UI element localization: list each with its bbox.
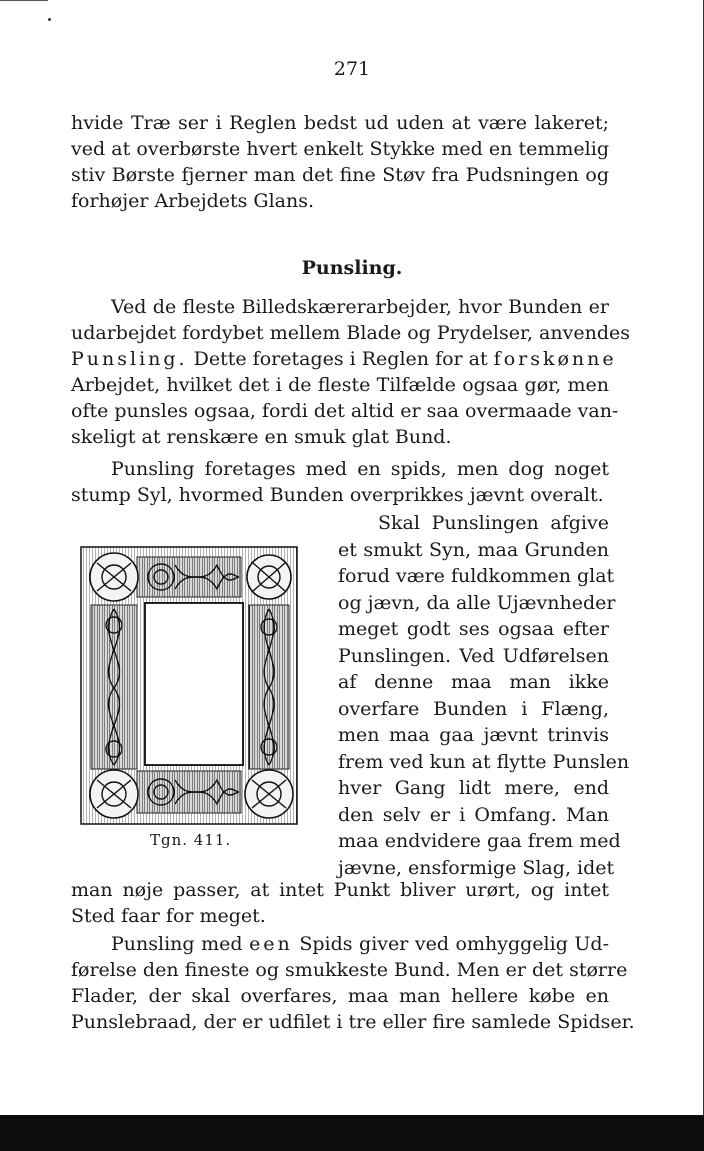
scan-top-rule (0, 0, 48, 1)
text-line: overfare Bunden i Flæng, (338, 697, 609, 720)
text-line: Punslebraad, der er udfilet i tre eller fire samlede Spidser. (71, 1011, 635, 1033)
paragraph-3 (71, 456, 609, 508)
text-line: man nøje passer, at intet Punkt bliver urørt, og intet (71, 879, 609, 901)
text-line: Punsling foretages med en spids, men dog noget (111, 458, 609, 480)
text-line: stiv Børste fjerner man det fine Støv fra Pudsningen og (71, 164, 609, 186)
paragraph-1 (71, 110, 609, 214)
scan-bottom-border (0, 1115, 704, 1151)
text-line: maa endvidere gaa frem med (338, 830, 621, 852)
figure-caption: Tgn. 411. (150, 831, 232, 849)
page-number: 271 (333, 58, 371, 80)
text-line: et smukt Syn, maa Grunden (338, 538, 609, 561)
section-heading: Punsling. (301, 257, 403, 279)
emphasis-een: een (249, 933, 293, 955)
text-line: Punsling med een Spids giver ved omhyggelig Ud- (111, 933, 609, 955)
text-line: Sted faar for meget. (71, 905, 266, 927)
text-line: jævne, ensformige Slag, idet (338, 856, 615, 879)
emphasis-forskonne: forskønne (493, 348, 617, 370)
text-line: Flader, der skal overfares, maa man hellere købe en (71, 985, 609, 1007)
text-line: Ved de fleste Billedskærerarbejder, hvor Bunden er (111, 296, 609, 318)
text-line: hver Gang lidt mere, end (338, 777, 609, 799)
paragraph-5 (71, 931, 635, 1035)
emphasis-punsling: Punsling. (71, 348, 188, 370)
text-line: stump Syl, hvormed Bunden overprikkes jævnt overalt. (71, 484, 604, 506)
text-line: forhøjer Arbejdets Glans. (71, 190, 315, 212)
text-line: hvide Træ ser i Reglen bedst ud uden at være lakeret; (71, 112, 609, 134)
paragraph-2 (71, 294, 630, 450)
text-line: frem ved kun at flytte Punslen (338, 750, 630, 773)
text-line: forud være fuldkommen glat (338, 565, 615, 587)
scan-speck (48, 18, 51, 21)
text-line: ofte punsles ogsaa, fordi det altid er saa overmaade van- (71, 400, 619, 422)
carved-frame-illustration (77, 543, 301, 828)
text-line: men maa gaa jævnt trinvis (338, 724, 609, 746)
text-line: Punsling. Dette foretages i Reglen for at forskønne (71, 348, 617, 370)
text-line: ved at overbørste hvert enkelt Stykke med en temmelig (71, 138, 609, 160)
text-line: førelse den fineste og smukkeste Bund. Men er det større (71, 959, 628, 981)
paragraph-4 (71, 877, 609, 929)
text-line: skeligt at renskære en smuk glat Bund. (71, 426, 452, 448)
text-line: meget godt ses ogsaa efter (338, 618, 609, 640)
text-line: den selv er i Omfang. Man (338, 803, 609, 826)
paragraph-side-text (338, 510, 630, 881)
text-line: af denne maa man ikke (338, 671, 609, 693)
text-line: Arbejdet, hvilket det i de fleste Tilfælde ogsaa gør, men (71, 374, 609, 396)
text-line: Punslingen. Ved Udførelsen (338, 644, 609, 667)
text-line: Skal Punslingen afgive (378, 512, 609, 534)
text-line: og jævn, da alle Ujævnheder (338, 591, 616, 614)
text-line: udarbejdet fordybet mellem Blade og Prydelser, anvendes (71, 322, 630, 344)
